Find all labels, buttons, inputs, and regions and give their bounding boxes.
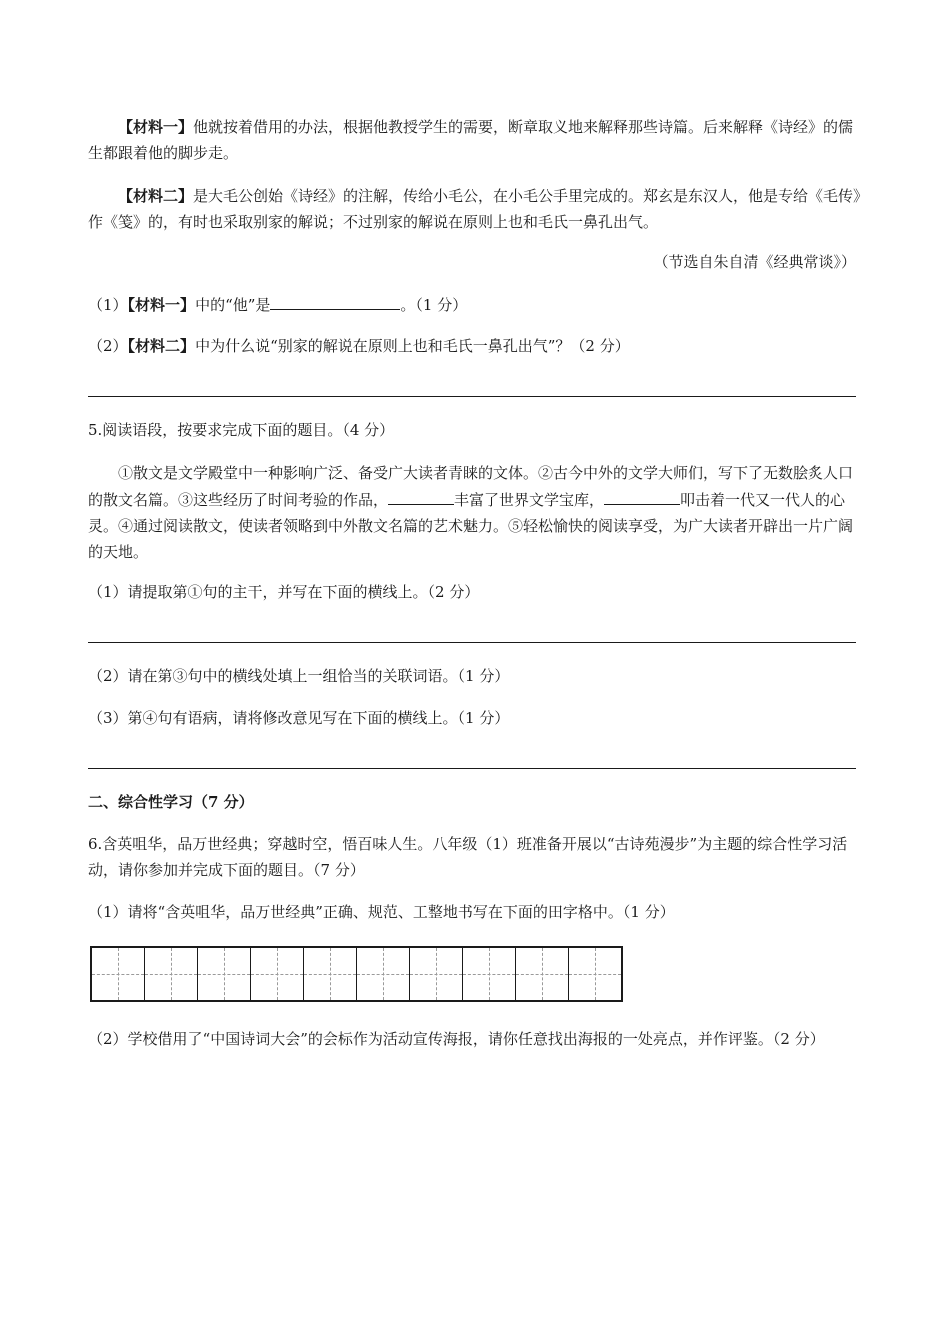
tianzige-cell[interactable] bbox=[251, 948, 304, 1000]
q4-sub1-label: 【材料一】 bbox=[127, 296, 196, 314]
q5-passage bbox=[88, 460, 864, 565]
q4-answer-blank[interactable] bbox=[270, 291, 400, 310]
q4-sub2-prefix: （2） bbox=[88, 337, 128, 355]
source-citation: （节选自朱自清《经典常谈》） bbox=[653, 253, 856, 271]
material-two-paragraph bbox=[88, 183, 864, 235]
q5-sub1: （1）请提取第①句的主干，并写在下面的横线上。（2 分） bbox=[88, 583, 480, 601]
material-two-text: 是大毛公创始《诗经》的注解，传给小毛公，在小毛公手里完成的。郑玄是东汉人，他是专给《毛传》作《笺》的，有时也采取别家的解说；不过别家的解说在原则上也和毛氏一鼻孔出气。 bbox=[88, 187, 861, 231]
q5-sub3-answer-line[interactable] bbox=[88, 768, 856, 769]
q4-sub1 bbox=[88, 291, 864, 318]
tianzige-cell[interactable] bbox=[145, 948, 198, 1000]
q6-sub1: （1）请将“含英咀华，品万世经典”正确、规范、工整地书写在下面的田字格中。（1 分） bbox=[88, 903, 675, 921]
q5-sub1-answer-line[interactable] bbox=[88, 642, 856, 643]
q4-sub2-text: 中为什么说“别家的解说在原则上也和毛氏一鼻孔出气”？（2 分） bbox=[195, 337, 630, 355]
q4-sub2 bbox=[88, 333, 864, 359]
material-one-label: 【材料一】 bbox=[118, 118, 194, 136]
section-two-heading: 二、综合性学习（7 分） bbox=[88, 793, 254, 811]
tianzige-cell[interactable] bbox=[410, 948, 463, 1000]
tianzige-cell[interactable] bbox=[198, 948, 251, 1000]
q6-intro: 6.含英咀华，品万世经典；穿越时空，悟百味人生。八年级（1）班准备开展以“古诗苑漫步”为主题的综合性学习活动，请你参加并完成下面的题目。（7 分） bbox=[88, 835, 848, 879]
material-two-label: 【材料二】 bbox=[118, 187, 194, 205]
q4-answer-line[interactable] bbox=[88, 396, 856, 397]
tianzige-cell[interactable] bbox=[357, 948, 410, 1000]
q5-passage-part-c: 叩击着一代又一代人的心灵。④通过阅读散文，使读者领略到中外散文名篇的艺术魅力。⑤轻松愉快的阅读享受，为广大读者开辟出一片广阔的天地。 bbox=[88, 491, 854, 561]
tianzige-cell[interactable] bbox=[463, 948, 516, 1000]
q5-sub3: （3）第④句有语病，请将修改意见写在下面的横线上。（1 分） bbox=[88, 709, 510, 727]
q5-sub2: （2）请在第③句中的横线处填上一组恰当的关联词语。（1 分） bbox=[88, 667, 510, 685]
q5-blank-1[interactable] bbox=[388, 486, 454, 505]
tianzige-cell[interactable] bbox=[569, 948, 621, 1000]
q4-sub2-label: 【材料二】 bbox=[127, 337, 196, 355]
tianzige-cell[interactable] bbox=[516, 948, 569, 1000]
q4-sub1-prefix: （1） bbox=[88, 296, 128, 314]
q4-sub1-suffix: 。（1 分） bbox=[400, 296, 468, 314]
tianzige-cell[interactable] bbox=[304, 948, 357, 1000]
material-one-text: 他就按着借用的办法，根据他教授学生的需要，断章取义地来解释那些诗篇。后来解释《诗经》的儒生都跟着他的脚步走。 bbox=[88, 118, 854, 162]
tianzige-cell[interactable] bbox=[92, 948, 145, 1000]
tianzige-grid[interactable] bbox=[90, 946, 623, 1002]
q5-blank-2[interactable] bbox=[604, 486, 680, 505]
q6-sub2: （2）学校借用了“中国诗词大会”的会标作为活动宣传海报，请你任意找出海报的一处亮点，并作评鉴。（2 分） bbox=[88, 1030, 825, 1048]
q5-passage-part-a: ①散文是文学殿堂中一种影响广泛、备受广大读者青睐的文体。②古今中外的文学大师们，写下了无数脍炙人口的散文名篇。③这些经历了时间考验的作品， bbox=[88, 464, 854, 509]
q4-sub1-text: 中的“他”是 bbox=[195, 296, 271, 314]
material-one-paragraph bbox=[88, 114, 864, 166]
q5-passage-part-b: 丰富了世界文学宝库， bbox=[454, 491, 605, 509]
q5-title: 5.阅读语段，按要求完成下面的题目。（4 分） bbox=[88, 421, 395, 439]
